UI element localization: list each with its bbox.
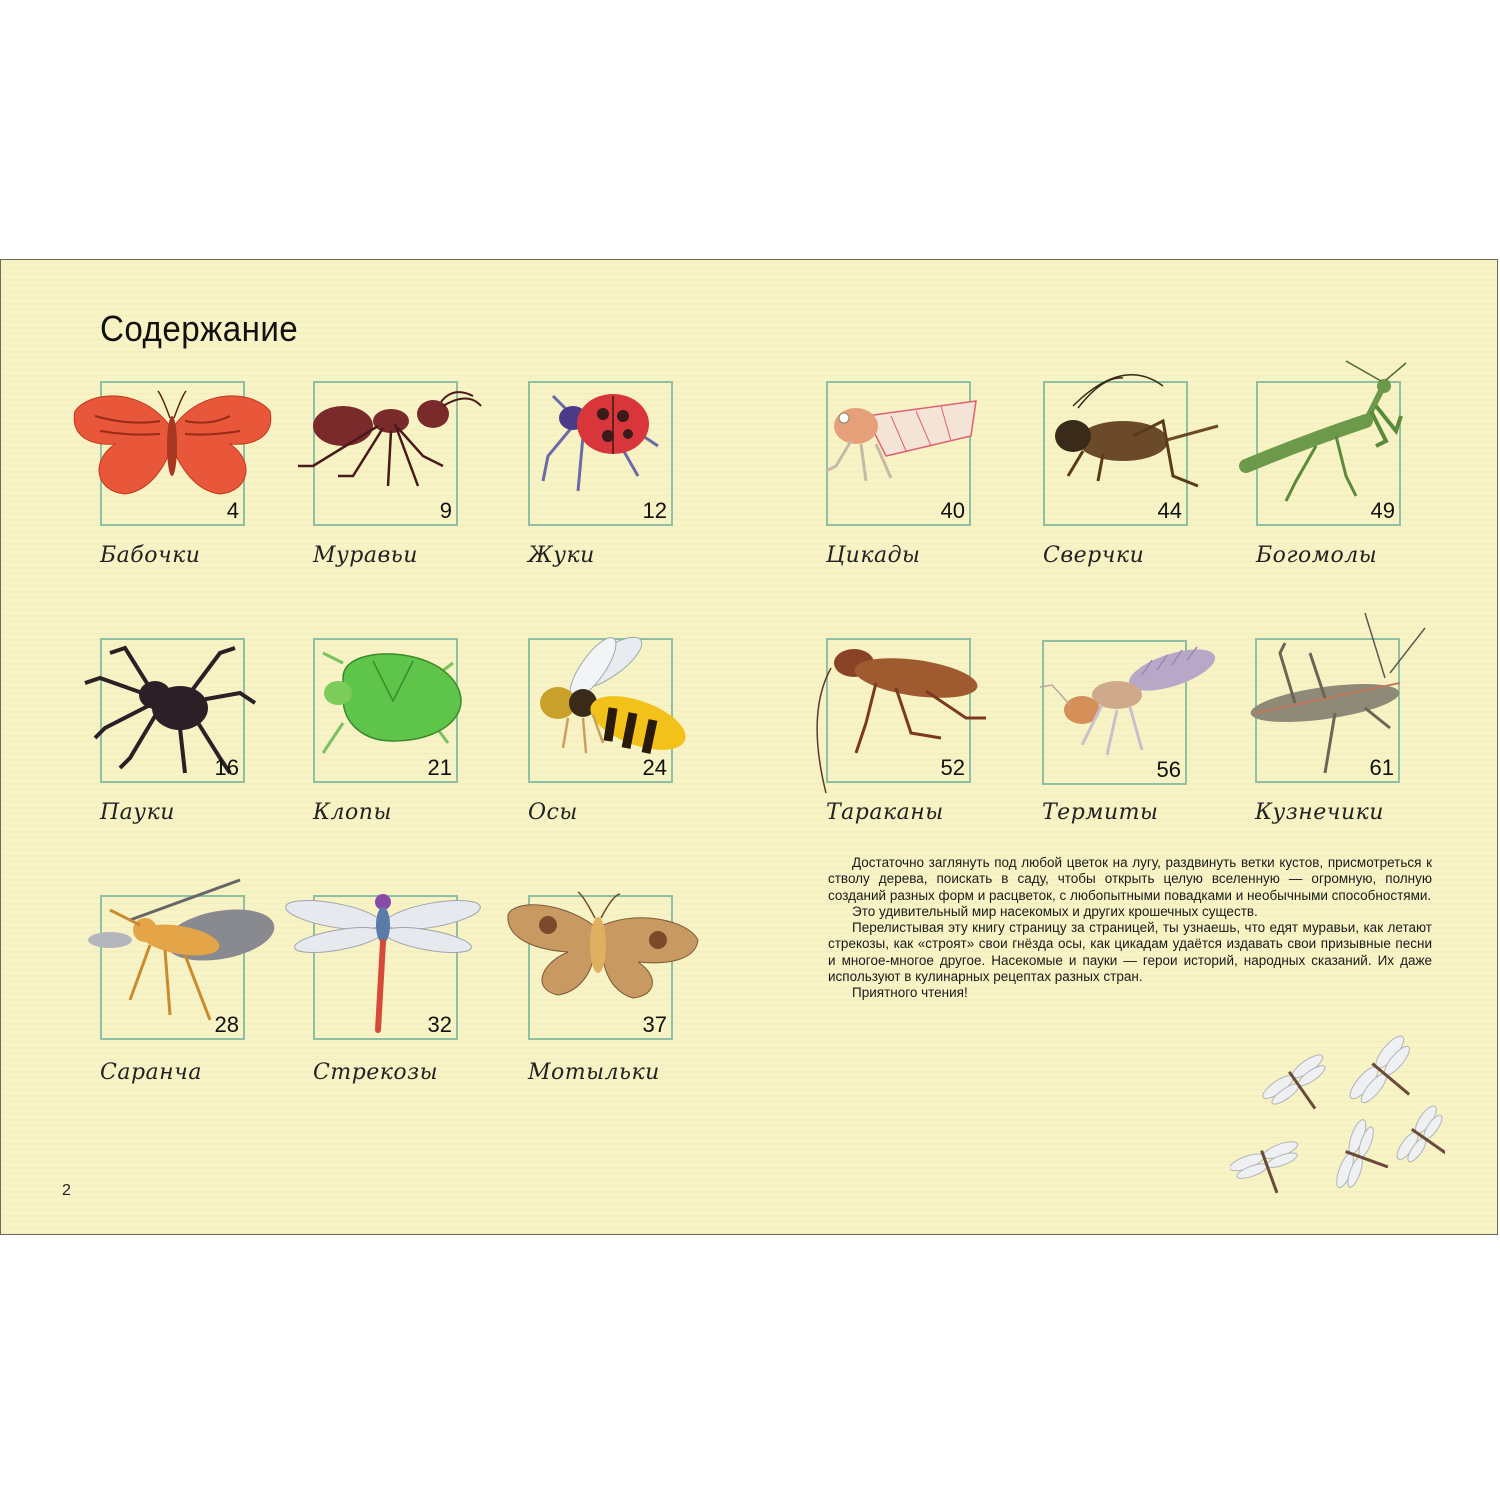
- contents-label[interactable]: Саранча: [100, 1060, 202, 1085]
- dragonfly-swarm-icon: [1230, 1035, 1445, 1225]
- page-number: 44: [1157, 498, 1182, 523]
- contents-label[interactable]: Пауки: [100, 800, 175, 825]
- page-number: 37: [642, 1012, 667, 1037]
- page-number: 28: [214, 1012, 239, 1037]
- cicada-icon: [796, 366, 1001, 541]
- moth-icon: [498, 880, 703, 1055]
- wasp-icon: [498, 623, 703, 798]
- contents-item-bugs[interactable]: [313, 638, 460, 785]
- page-number: 24: [642, 755, 667, 780]
- page-number: 4: [226, 498, 239, 523]
- contents-label[interactable]: Богомолы: [1256, 543, 1378, 568]
- contents-label[interactable]: Кузнечики: [1255, 800, 1384, 825]
- contents-item-moths[interactable]: [528, 895, 675, 1042]
- mantis-icon: [1226, 366, 1431, 541]
- page-number: 61: [1369, 755, 1394, 780]
- page-number: 16: [214, 755, 239, 780]
- page-number: 12: [642, 498, 667, 523]
- intro-paragraph: Приятного чтения!: [852, 985, 968, 1001]
- contents-label[interactable]: Осы: [528, 800, 578, 825]
- contents-label[interactable]: Тараканы: [826, 800, 944, 825]
- contents-item-locusts[interactable]: [100, 895, 247, 1042]
- page-number-footer: 2: [62, 1182, 71, 1199]
- contents-item-crickets[interactable]: [1043, 381, 1190, 528]
- page-number: 21: [427, 755, 452, 780]
- intro-paragraph: Это удивительный мир насекомых и других крошечных существ.: [852, 903, 1258, 919]
- contents-label[interactable]: Бабочки: [100, 543, 201, 568]
- contents-item-cockroaches[interactable]: [826, 638, 973, 785]
- page-number: 32: [427, 1012, 452, 1037]
- page-number: 40: [940, 498, 965, 523]
- intro-paragraph: Достаточно заглянуть под любой цветок на лугу, раздвинуть ветки кустов, присмотреться к стволу дерева, поискать в саду, чтобы открыть целую вселенную — огромную, полную созданий разных форм и расцветок, с любопытными повадками и необычными способностями.: [828, 855, 1432, 903]
- beetle-icon: [498, 366, 703, 541]
- termite-icon: [1012, 625, 1217, 800]
- contents-item-mantises[interactable]: [1256, 381, 1403, 528]
- contents-label[interactable]: Термиты: [1042, 800, 1159, 825]
- contents-item-dragonflies[interactable]: [313, 895, 460, 1042]
- spider-icon: [70, 623, 275, 798]
- page-number: 52: [940, 755, 965, 780]
- locust-icon: [70, 880, 275, 1055]
- contents-label[interactable]: Сверчки: [1043, 543, 1145, 568]
- cricket-icon: [1013, 366, 1218, 541]
- contents-label[interactable]: Стрекозы: [313, 1060, 439, 1085]
- dragonfly-icon: [283, 880, 488, 1055]
- contents-item-ants[interactable]: [313, 381, 460, 528]
- page-number: 9: [439, 498, 452, 523]
- ant-icon: [283, 366, 488, 541]
- contents-item-beetles[interactable]: [528, 381, 675, 528]
- page-title: Содержание: [100, 308, 299, 349]
- cockroach-icon: [796, 623, 1001, 798]
- contents-label[interactable]: Муравьи: [313, 543, 418, 568]
- contents-item-termites[interactable]: [1042, 640, 1189, 787]
- contents-item-spiders[interactable]: [100, 638, 247, 785]
- contents-label[interactable]: Мотыльки: [528, 1060, 660, 1085]
- contents-item-butterflies[interactable]: [100, 381, 247, 528]
- grasshopper-icon: [1225, 623, 1430, 798]
- contents-item-cicadas[interactable]: [826, 381, 973, 528]
- butterfly-icon: [70, 366, 275, 541]
- contents-label[interactable]: Цикады: [826, 543, 921, 568]
- intro-paragraph: Перелистывая эту книгу страницу за страницей, ты узнаешь, что едят муравьи, как летают стрекозы, как «строят» свои гнёзда осы, как цикадам удаётся издавать свои призывные песни и многое-многое другое. Насекомые и пауки — герои историй, народных сказаний. Их даже используют в кулинарных рецептах разных стран.: [828, 920, 1432, 985]
- contents-item-wasps[interactable]: [528, 638, 675, 785]
- page-number: 49: [1370, 498, 1395, 523]
- shield-bug-icon: [283, 623, 488, 798]
- contents-label[interactable]: Жуки: [528, 543, 595, 568]
- page-number: 56: [1156, 757, 1181, 782]
- intro-text: [828, 855, 1432, 1002]
- contents-item-grasshoppers[interactable]: [1255, 638, 1402, 785]
- contents-label[interactable]: Клопы: [313, 800, 392, 825]
